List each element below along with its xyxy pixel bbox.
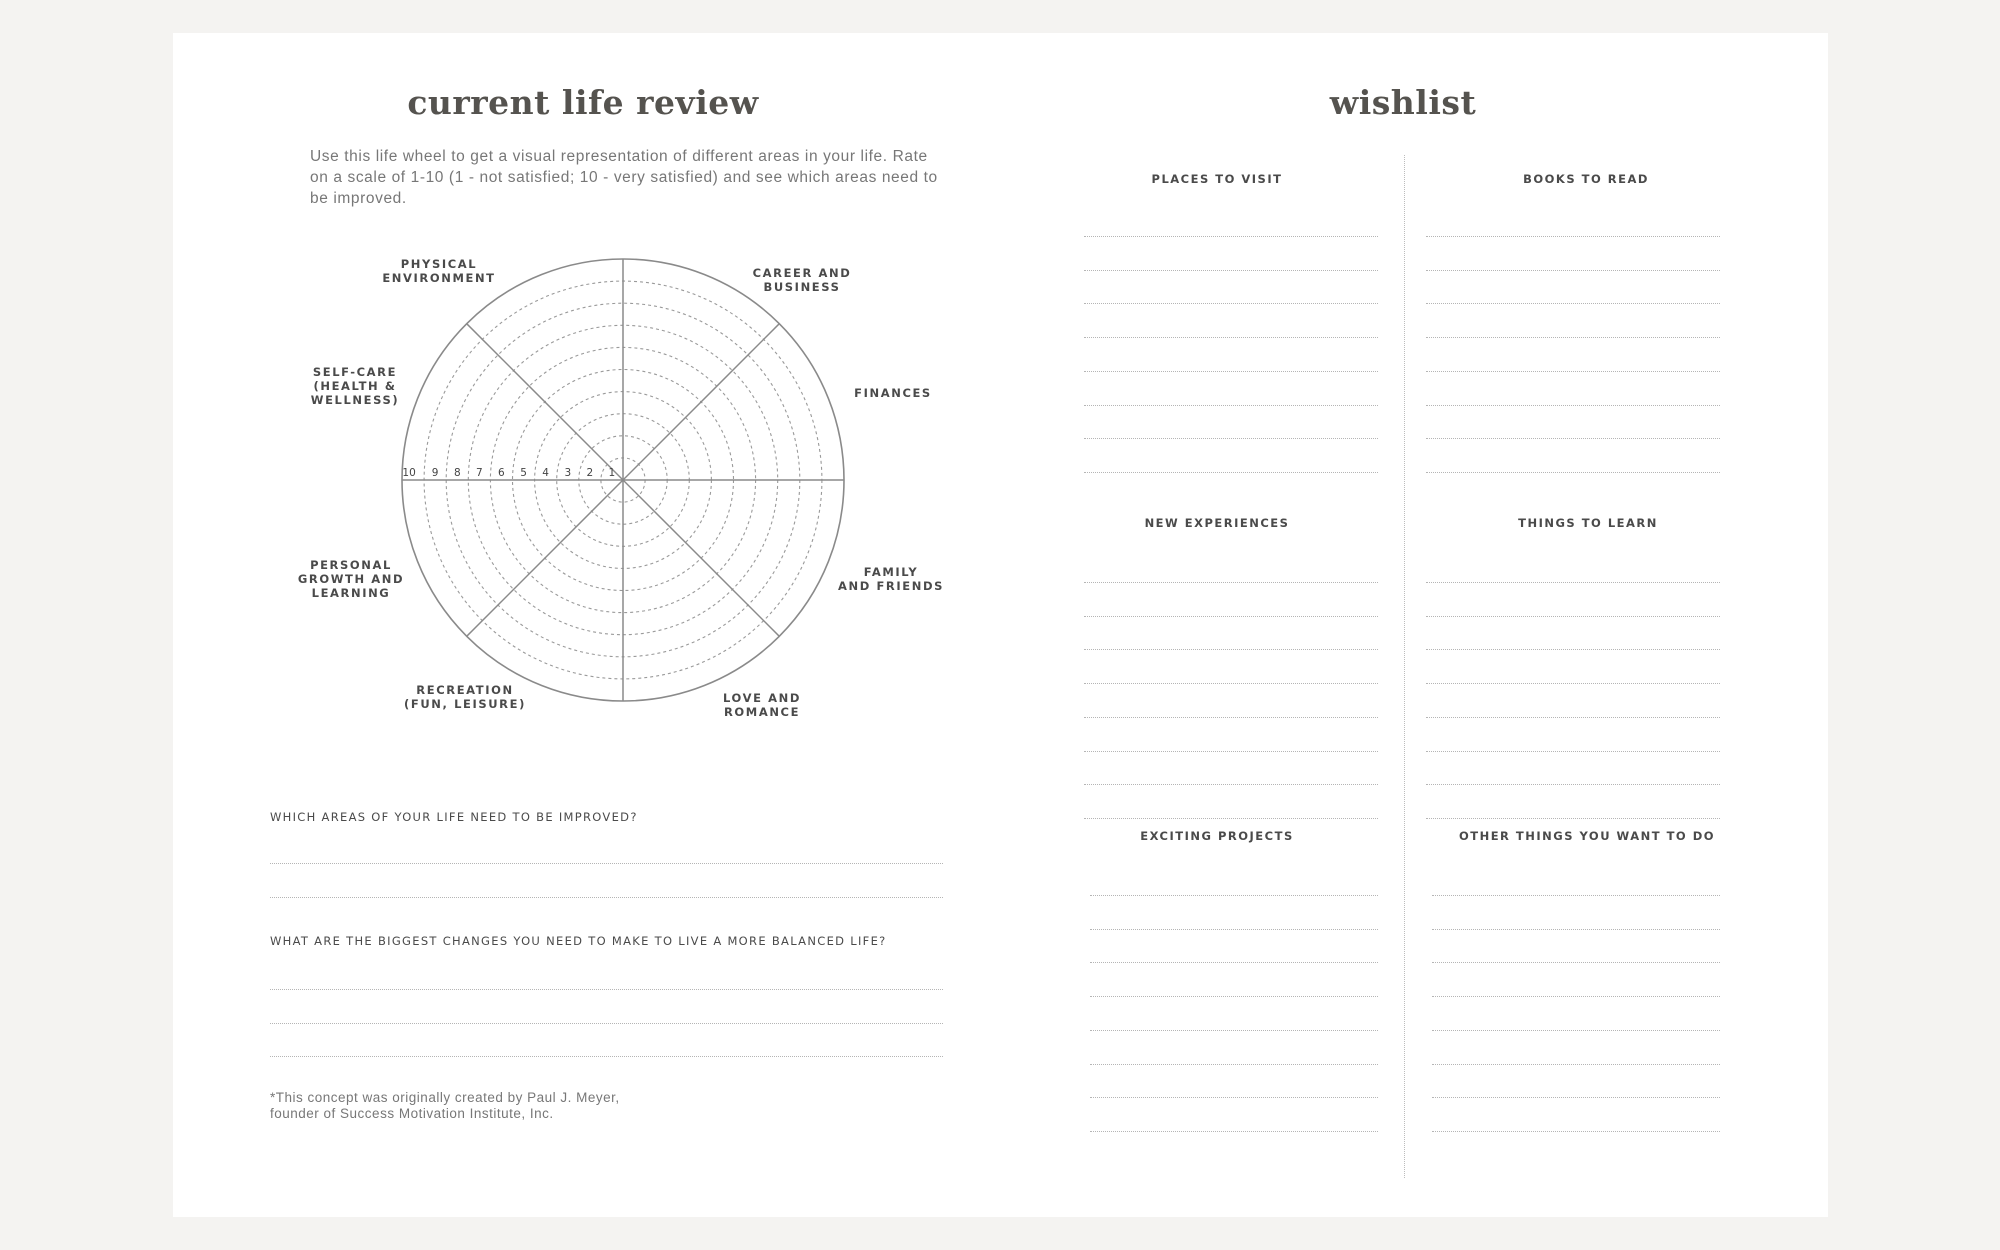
wishlist-entry-line[interactable]: [1084, 337, 1378, 338]
scale-number: 10: [402, 467, 416, 479]
wishlist-entry-line[interactable]: [1084, 371, 1378, 372]
scale-number: 8: [453, 467, 461, 479]
scale-number: 1: [608, 467, 616, 479]
wishlist-entry-line[interactable]: [1090, 929, 1378, 930]
wishlist-entry-line[interactable]: [1084, 236, 1378, 237]
heading-books-to-read: BOOKS TO READ: [1523, 172, 1649, 186]
answer-line[interactable]: [270, 989, 943, 990]
wishlist-entry-line[interactable]: [1084, 818, 1378, 819]
scale-number: 6: [498, 467, 505, 479]
label-family-friends: FAMILY AND FRIENDS: [838, 565, 944, 593]
scale-number: 5: [520, 467, 527, 479]
wishlist-entry-line[interactable]: [1426, 270, 1720, 271]
wishlist-entry-line[interactable]: [1432, 1097, 1720, 1098]
wishlist-entry-line[interactable]: [1432, 962, 1720, 963]
scale-number: 7: [476, 467, 483, 479]
wishlist-entry-line[interactable]: [1432, 996, 1720, 997]
heading-exciting-projects: EXCITING PROJECTS: [1140, 829, 1294, 843]
wishlist-entry-line[interactable]: [1432, 895, 1720, 896]
wishlist-entry-line[interactable]: [1426, 683, 1720, 684]
wishlist-entry-line[interactable]: [1426, 472, 1720, 473]
life-wheel-spokes: [402, 259, 844, 701]
wishlist-entry-line[interactable]: [1426, 751, 1720, 752]
wishlist-entry-line[interactable]: [1426, 303, 1720, 304]
label-self-care: SELF-CARE (HEALTH & WELLNESS): [310, 365, 400, 407]
scale-number: 4: [542, 467, 549, 479]
wishlist-entry-line[interactable]: [1090, 1131, 1378, 1132]
heading-other-things: OTHER THINGS YOU WANT TO DO: [1458, 829, 1716, 843]
wishlist-entry-line[interactable]: [1432, 1131, 1720, 1132]
footnote: *This concept was originally created by Paul J. Meyer, founder of Success Motivation Institute, Inc.: [270, 1090, 620, 1121]
question-biggest-changes: WHAT ARE THE BIGGEST CHANGES YOU NEED TO MAKE TO LIVE A MORE BALANCED LIFE?: [270, 934, 887, 948]
scale-number: 2: [586, 467, 594, 479]
wishlist-entry-line[interactable]: [1426, 438, 1720, 439]
answer-line[interactable]: [270, 1056, 943, 1057]
wishlist-entry-line[interactable]: [1090, 1030, 1378, 1031]
wishlist-entry-line[interactable]: [1426, 784, 1720, 785]
wishlist-entry-line[interactable]: [1426, 818, 1720, 819]
wishlist-entry-line[interactable]: [1426, 717, 1720, 718]
life-review-title: current life review: [407, 83, 759, 122]
wishlist-entry-line[interactable]: [1426, 236, 1720, 237]
wishlist-entry-line[interactable]: [1426, 371, 1720, 372]
wishlist-entry-line[interactable]: [1084, 270, 1378, 271]
heading-things-to-learn: THINGS TO LEARN: [1518, 516, 1658, 530]
wishlist-entry-line[interactable]: [1426, 405, 1720, 406]
wishlist-entry-line[interactable]: [1084, 683, 1378, 684]
wishlist-entry-line[interactable]: [1432, 1064, 1720, 1065]
label-personal-growth: PERSONAL GROWTH AND LEARNING: [297, 558, 405, 600]
answer-line[interactable]: [270, 1023, 943, 1024]
wishlist-entry-line[interactable]: [1084, 472, 1378, 473]
answer-line[interactable]: [270, 863, 943, 864]
wishlist-entry-line[interactable]: [1090, 895, 1378, 896]
column-divider: [1404, 155, 1405, 1178]
instructions-text: Use this life wheel to get a visual representation of different areas in your life. Rate on a scale of 1-10 (1 - not satisfied; 10 - very satisfied) and see which areas need to be improved.: [310, 148, 938, 207]
worksheet-spread: [173, 33, 1828, 1217]
wishlist-entry-line[interactable]: [1426, 616, 1720, 617]
heading-places-to-visit: PLACES TO VISIT: [1151, 172, 1283, 186]
wishlist-title: wishlist: [1329, 83, 1477, 122]
answer-line[interactable]: [270, 897, 943, 898]
heading-new-experiences: NEW EXPERIENCES: [1144, 516, 1290, 530]
scale-number: 9: [431, 467, 439, 479]
label-physical-environment: PHYSICAL ENVIRONMENT: [382, 257, 496, 285]
wishlist-entry-line[interactable]: [1426, 649, 1720, 650]
label-recreation: RECREATION (FUN, LEISURE): [404, 683, 526, 711]
wishlist-entry-line[interactable]: [1084, 616, 1378, 617]
wishlist-entry-line[interactable]: [1090, 1097, 1378, 1098]
label-finances: FINANCES: [854, 386, 932, 400]
wishlist-entry-line[interactable]: [1084, 438, 1378, 439]
wishlist-entry-line[interactable]: [1084, 751, 1378, 752]
label-career-business: CAREER AND BUSINESS: [752, 266, 852, 294]
wishlist-entry-line[interactable]: [1090, 996, 1378, 997]
question-improve-areas: WHICH AREAS OF YOUR LIFE NEED TO BE IMPROVED?: [270, 810, 638, 824]
wishlist-entry-line[interactable]: [1084, 784, 1378, 785]
wishlist-entry-line[interactable]: [1426, 582, 1720, 583]
scale-number: 3: [564, 467, 572, 479]
wishlist-entry-line[interactable]: [1084, 582, 1378, 583]
wishlist-entry-line[interactable]: [1084, 717, 1378, 718]
wishlist-entry-line[interactable]: [1432, 929, 1720, 930]
wishlist-entry-line[interactable]: [1084, 303, 1378, 304]
wishlist-entry-line[interactable]: [1426, 337, 1720, 338]
wishlist-entry-line[interactable]: [1090, 1064, 1378, 1065]
wishlist-entry-line[interactable]: [1090, 962, 1378, 963]
wishlist-entry-line[interactable]: [1432, 1030, 1720, 1031]
wishlist-entry-line[interactable]: [1084, 405, 1378, 406]
wishlist-entry-line[interactable]: [1084, 649, 1378, 650]
scale-numbers: [402, 467, 615, 479]
label-love-romance: LOVE AND ROMANCE: [722, 691, 801, 719]
